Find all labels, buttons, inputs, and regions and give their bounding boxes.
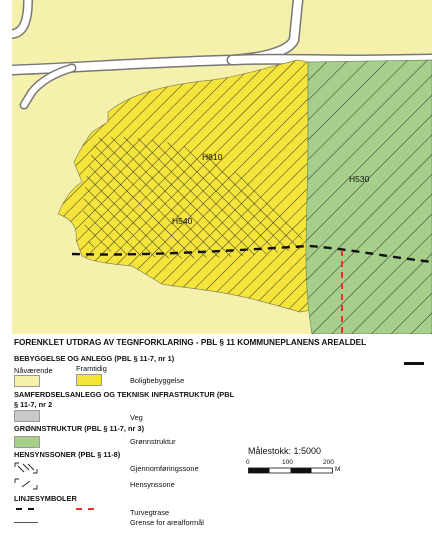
legend-item-road: Veg: [130, 413, 143, 422]
swatch-implementation-zone: [14, 462, 38, 474]
scale-tick-100: 100: [282, 459, 293, 466]
legend-label-future: Framtidig: [76, 364, 107, 373]
map-view[interactable]: [12, 0, 432, 334]
scale-bar: [248, 467, 334, 475]
swatch-trail-lines: [14, 506, 104, 512]
legend-panel: [0, 334, 432, 560]
legend-item-consideration-zone: Hensynssone: [130, 480, 175, 489]
legend-heading-lines: LINJESYMBOLER: [14, 494, 77, 503]
legend-item-implementation-zone: Gjennomføringssone: [130, 464, 199, 473]
scale-label: Målestokk: 1:5000: [248, 446, 322, 456]
zone-label-h810: H810: [202, 152, 223, 162]
legend-black-bar: [404, 362, 424, 365]
zone-label-h540: H540: [172, 216, 193, 226]
legend-title: FORENKLET UTDRAG AV TEGNFORKLARING - PBL § 11 KOMMUNEPLANENS AREALDEL: [14, 338, 367, 347]
swatch-residential-existing: [14, 375, 40, 387]
zone-h530-hatch: [306, 60, 432, 334]
scale-tick-0: 0: [246, 459, 250, 466]
swatch-green: [14, 436, 40, 448]
legend-item-green: Grønnstruktur: [130, 437, 176, 446]
legend-item-residential: Boligbebyggelse: [130, 376, 185, 385]
zone-label-h530: H530: [349, 174, 370, 184]
legend-heading-green: GRØNNSTRUKTUR (PBL § 11-7, nr 3): [14, 424, 145, 433]
scale-tick-200: 200: [323, 459, 334, 466]
legend-heading-transport-2: § 11-7, nr 2: [14, 400, 53, 409]
swatch-residential-future: [76, 374, 102, 386]
legend-item-trail: Turvegtrase: [130, 508, 170, 517]
legend-heading-buildings: BEBYGGELSE OG ANLEGG (PBL § 11-7, nr 1): [14, 354, 175, 363]
swatch-consideration-zone: [14, 478, 38, 490]
swatch-boundary-line: [14, 522, 38, 523]
legend-label-existing: Nåværende: [14, 366, 53, 375]
scale-unit: M: [335, 466, 341, 473]
legend-heading-transport-1: SAMFERDSELSANLEGG OG TEKNISK INFRASTRUKTUR (PBL: [14, 390, 235, 399]
legend-heading-zones: HENSYNSSONER (PBL § 11-8): [14, 450, 121, 459]
legend-item-boundary: Grense for arealformål: [130, 518, 204, 527]
swatch-road: [14, 410, 40, 422]
